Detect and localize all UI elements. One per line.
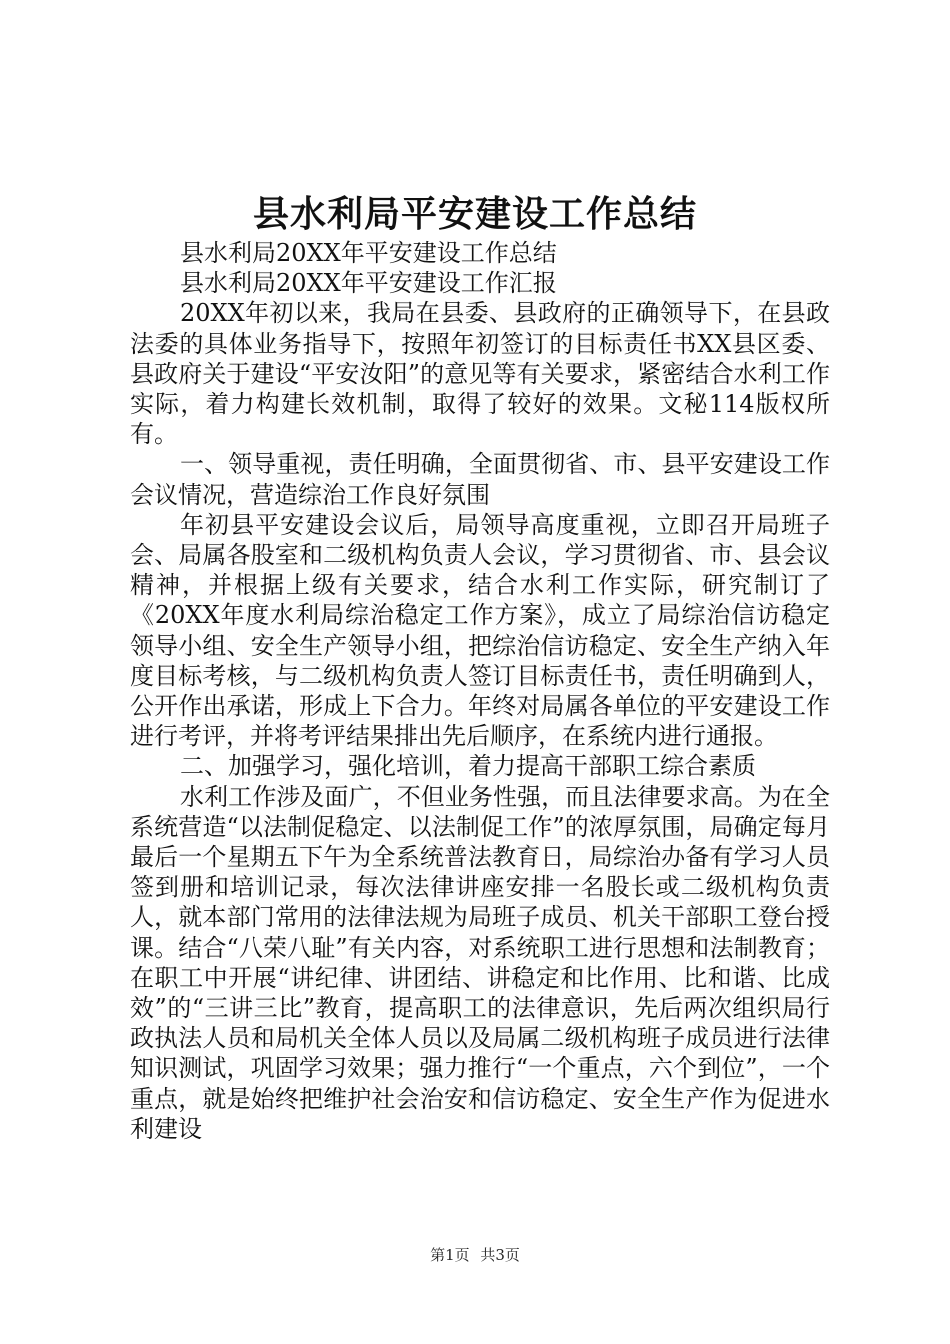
section-heading-2: 二、加强学习，强化培训，着力提高干部职工综合素质 xyxy=(180,752,756,781)
subtitle-summary: 县水利局20XX年平安建设工作总结 xyxy=(180,239,557,267)
page-total: 共3页 xyxy=(480,1246,520,1264)
paragraph-section-2: 水利工作涉及面广，不但业务性强，而且法律要求高。为在全系统营造“以法制促稳定、以法制促工作”的浓厚氛围，局确定每月最后一个星期五下午为全系统普法教育日，局综治办备有学习人员签到册和培训记录，每次法律讲座安排一名股长或二级机构负责人，就本部门常用的法律法规为局班子成员、机关干部职工登台授课。结合“八荣八耻”有关内容，对系统职工进行思想和法制教育；在职工中开展“讲纪律、讲团结、讲稳定和比作用、比和谐、比成效”的“三讲三比”教育，提高职工的法律意识，先后两次组织局行政执法人员和局机关全体人员以及局属二级机构班子成员进行法律知识测试，巩固学习效果；强力推行“一个重点，六个到位”，一个重点，就是始终把维护社会治安和信访稳定、安全生产作为促进水利建设 xyxy=(130,782,830,1143)
document-title: 县水利局平安建设工作总结 xyxy=(252,193,697,235)
subtitle-report: 县水利局20XX年平安建设工作汇报 xyxy=(180,269,557,298)
paragraph-section-1: 年初县平安建设会议后，局领导高度重视，立即召开局班子会、局属各股室和二级机构负责人会议，学习贯彻省、市、县会议精神，并根据上级有关要求，结合水利工作实际，研究制订了《20XX年度水利局综治稳定工作方案》，成立了局综治信访稳定领导小组、安全生产领导小组，把综治信访稳定、安全生产纳入年度目标考核，与二级机构负责人签订目标责任书，责任明确到人，公开作出承诺，形成上下合力。年终对局属各单位的平安建设工作进行考评，并将考评结果排出先后顺序，在系统内进行通报。 xyxy=(130,510,830,751)
paragraph-intro: 20XX年初以来，我局在县委、县政府的正确领导下，在县政法委的具体业务指导下，按照年初签订的目标责任书XX县区委、县政府关于建设“平安汝阳”的意见等有关要求，紧密结合水利工作实际，着力构建长效机制，取得了较好的效果。文秘114版权所有。 xyxy=(130,299,830,449)
page-footer xyxy=(0,1244,950,1265)
document-body xyxy=(130,238,830,1144)
section-heading-1: 一、领导重视，责任明确，全面贯彻省、市、县平安建设工作会议情况，营造综治工作良好氛围 xyxy=(130,450,830,509)
page-number: 第1页 xyxy=(430,1246,470,1264)
